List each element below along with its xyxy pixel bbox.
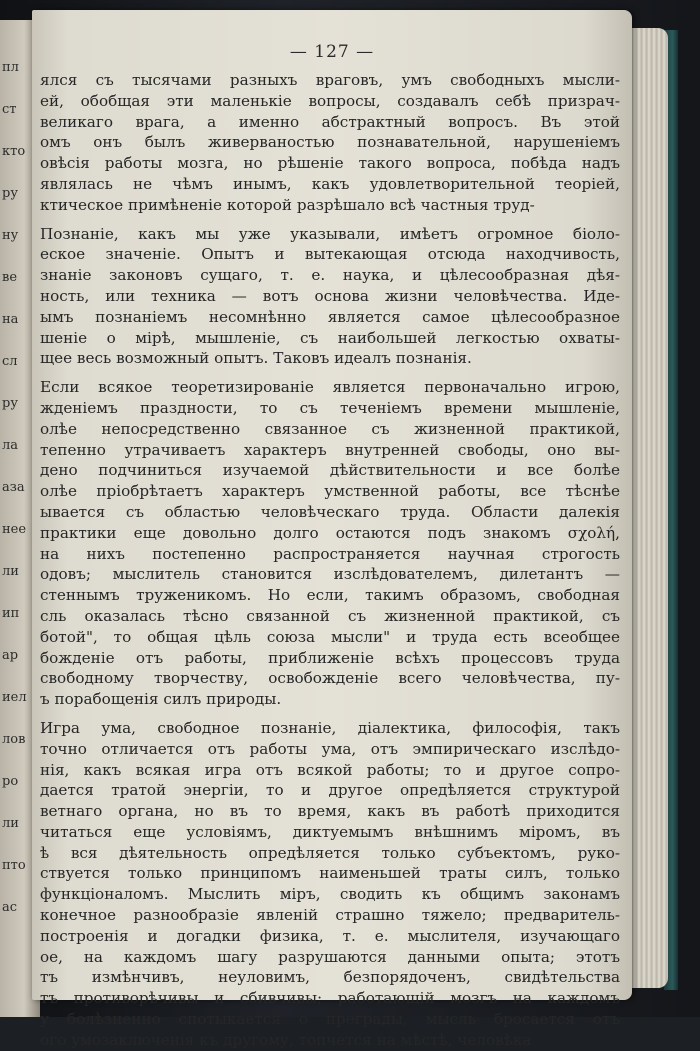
text-line: нія, какъ всякая игра отъ всякой работы; то и другое сопро-	[40, 760, 620, 779]
left-page-fragment: ру	[2, 396, 18, 411]
left-page-fragment: ла	[2, 438, 19, 453]
left-page-fragment: ли	[2, 564, 19, 579]
paragraph	[40, 70, 620, 216]
text-line: овѣсія работы мозга, но рѣшеніе такого вопроса, побѣда надъ	[40, 154, 620, 173]
left-page-fragment: пто	[2, 858, 26, 873]
left-page-fragment: ну	[2, 228, 19, 243]
text-line: тъ противорѣчивы и сбивчивы; работающій мозгъ на каждомъ	[40, 989, 620, 1008]
text-line: щее весь возможный опытъ. Таковъ идеалъ познанія.	[40, 349, 472, 368]
text-line: тъ измѣнчивъ, неуловимъ, безпорядоченъ, свидѣтельства	[40, 968, 620, 987]
text-line: Игра ума, свободное познаніе, діалектика, философія, такъ	[40, 718, 620, 737]
text-line: ымъ познаніемъ несомнѣнно является самое цѣлесообразное	[40, 307, 620, 326]
book-page	[32, 10, 632, 1049]
left-page-fragment: ру	[2, 186, 18, 201]
text-line: олѣе пріобрѣтаетъ характеръ умственной работы, все тѣснѣе	[40, 482, 620, 501]
text-line: великаго врага, а именно абстрактный вопросъ. Въ этой	[40, 112, 620, 131]
text-line: ое, на каждомъ шагу разрушаются данными опыта; этотъ	[40, 947, 620, 966]
text-line: олѣе непосредственно связанное съ жизненной практикой,	[40, 419, 620, 438]
left-page-fragment: ст	[2, 102, 17, 117]
text-line: ого умозаключенія къ другому, топчется на мѣстѣ, человѣка	[40, 1030, 532, 1049]
paragraph	[40, 718, 620, 1051]
text-line: читаться еще условіямъ, диктуемымъ внѣшнимъ міромъ, въ	[40, 822, 620, 841]
left-page-fragment: пл	[2, 60, 19, 75]
text-line: свободному творчеству, освобожденіе всего человѣчества, пу-	[40, 669, 620, 688]
text-line: ывается съ областью человѣческаго труда. Области далекія	[40, 502, 620, 521]
text-line: сль оказалась тѣсно связанной съ жизненной практикой, съ	[40, 606, 620, 625]
text-line: ѣ вся дѣятельность опредѣляется только субъектомъ, руко-	[40, 843, 620, 862]
text-line: ей, обобщая эти маленькіе вопросы, создавалъ себѣ призрач-	[40, 91, 620, 110]
paragraph	[40, 377, 620, 710]
text-line: ялся съ тысячами разныхъ враговъ, умъ свободныхъ мысли-	[40, 71, 620, 89]
left-page-fragment: иел	[2, 690, 27, 705]
paragraph	[40, 224, 620, 370]
left-page-fragment: сл	[2, 354, 18, 369]
text-line: божденіе отъ работы, приближеніе всѣхъ процессовъ труда	[40, 648, 620, 667]
left-page-fragment: нее	[2, 522, 27, 537]
text-line: жденіемъ праздности, то съ теченіемъ времени мышленіе,	[40, 398, 620, 417]
text-line: тепенно утрачиваетъ характеръ внутренней свободы, оно вы-	[40, 440, 620, 459]
text-line: практики еще довольно долго остаются подъ знакомъ σχολή,	[40, 523, 620, 542]
text-line: у болѣзненно спотыкается о преграды, мысль бросается отъ	[40, 1010, 620, 1029]
text-line: ъ порабощенія силъ природы.	[40, 690, 282, 709]
text-line: конечное разнообразіе явленій страшно тяжело; предваритель-	[40, 906, 620, 925]
text-line: построенія и догадки физика, т. е. мыслителя, изучающаго	[40, 926, 620, 945]
text-line: ботой", то общая цѣль союза мысли" и труда есть всеобщее	[40, 627, 620, 646]
left-page-fragment: ро	[2, 774, 19, 789]
left-page-fragment: ас	[2, 900, 18, 915]
text-line: ветнаго органа, но въ то время, какъ въ работѣ приходится	[40, 802, 620, 821]
left-page-fragment: ип	[2, 606, 20, 621]
text-line: дается тратой энергіи, то и другое опредѣляется структурой	[40, 781, 620, 800]
text-line: ствуется только принципомъ наименьшей траты силъ, только	[40, 864, 620, 883]
left-page-fragment: кто	[2, 144, 26, 159]
text-line: ктическое примѣненіе которой разрѣшало всѣ частныя труд-	[40, 195, 535, 214]
text-line: Познаніе, какъ мы уже указывали, имѣетъ огромное біоло-	[40, 224, 620, 243]
text-line: на нихъ постепенно распространяется научная строгость	[40, 544, 620, 563]
text-line: дено подчиниться изучаемой дѣйствительности и все болѣе	[40, 461, 620, 480]
text-line: являлась не чѣмъ инымъ, какъ удовлетворительной теоріей,	[40, 174, 620, 193]
left-page-fragment: ли	[2, 816, 19, 831]
left-page-fragment: ар	[2, 648, 19, 663]
text-line: Если всякое теоретизированіе является первоначально игрою,	[40, 378, 620, 397]
text-line: шеніе о мірѣ, мышленіе, съ наибольшей легкостью охваты-	[40, 328, 620, 347]
text-line: ность, или техника — вотъ основа жизни человѣчества. Иде-	[40, 286, 620, 305]
text-line: омъ онъ былъ живерваностью познавательной, нарушеніемъ	[40, 133, 620, 152]
page-stack-edges	[628, 28, 668, 988]
text-line: точно отличается отъ работы ума, отъ эмпирическаго изслѣдо-	[40, 739, 620, 758]
left-page-fragment: лов	[2, 732, 26, 747]
left-page-fragment: аза	[2, 480, 25, 495]
left-page-fragment: ве	[2, 270, 18, 285]
text-line: еское значеніе. Опытъ и вытекающая отсюда находчивость,	[40, 245, 620, 264]
text-line: стеннымъ труженикомъ. Но если, такимъ образомъ, свободная	[40, 586, 620, 605]
left-page-fragment: на	[2, 312, 19, 327]
text-line: знаніе законовъ сущаго, т. е. наука, и цѣлесообразная дѣя-	[40, 266, 620, 285]
page-text	[40, 70, 620, 1051]
text-line: одовъ; мыслитель становится изслѣдователемъ, дилетантъ —	[40, 565, 620, 584]
text-line: функціоналомъ. Мыслить міръ, сводить къ общимъ законамъ	[40, 885, 620, 904]
page-number: — 127 —	[289, 42, 375, 62]
